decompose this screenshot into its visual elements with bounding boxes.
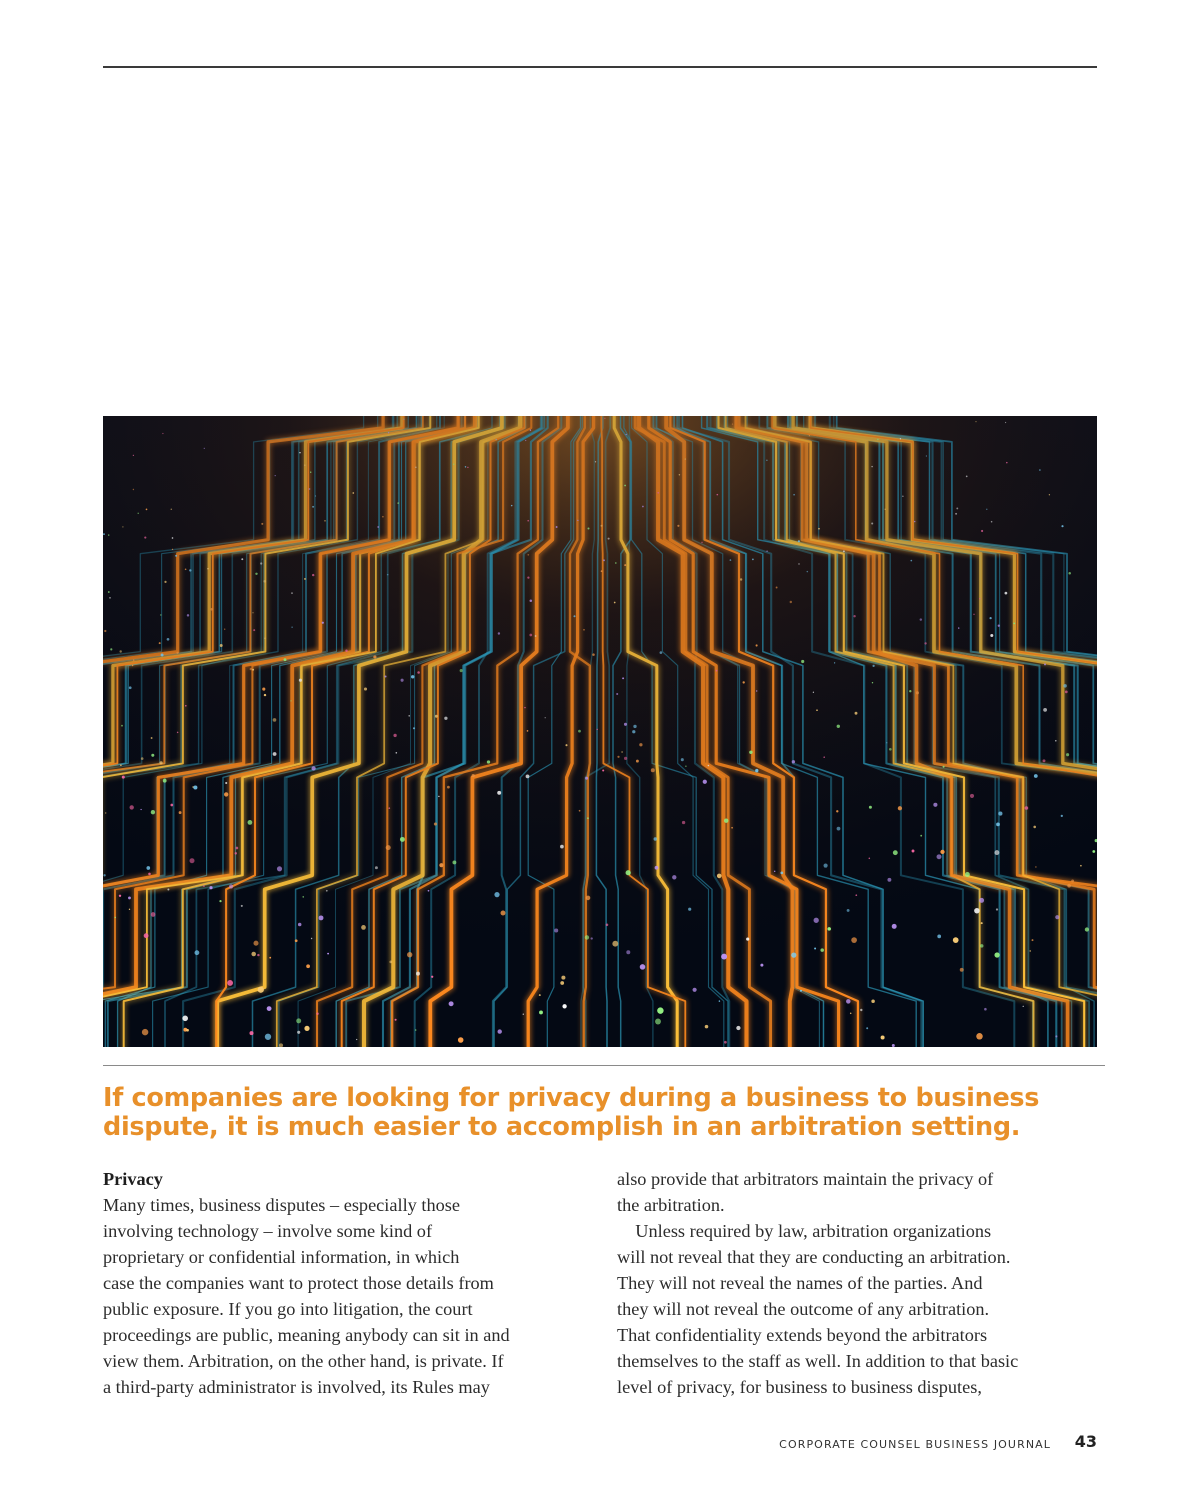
- body-line: They will not reveal the names of the parties. And: [617, 1273, 983, 1293]
- journal-name: CORPORATE COUNSEL BUSINESS JOURNAL: [779, 1438, 1051, 1451]
- body-line: proprietary or confidential information, in which: [103, 1247, 460, 1267]
- article-column-left: [103, 1166, 587, 1400]
- body-line: they will not reveal the outcome of any arbitration.: [617, 1299, 990, 1319]
- body-line: That confidentiality extends beyond the arbitrators: [617, 1325, 988, 1345]
- article-column-right: [617, 1166, 1101, 1400]
- body-line: level of privacy, for business to business disputes,: [617, 1377, 982, 1397]
- section-heading: Privacy: [103, 1169, 163, 1189]
- top-rule: [103, 66, 1097, 68]
- body-line: involving technology – involve some kind of: [103, 1221, 433, 1241]
- circuit-board-photo: [103, 416, 1097, 1047]
- body-line: public exposure. If you go into litigation, the court: [103, 1299, 473, 1319]
- body-line: view them. Arbitration, on the other hand, is private. If: [103, 1351, 504, 1371]
- body-line: also provide that arbitrators maintain the privacy of: [617, 1169, 994, 1189]
- pull-quote: If companies are looking for privacy during a business to business dispute, it is much easier to accomplish in an arbitration setting.: [103, 1083, 1040, 1142]
- body-line: Unless required by law, arbitration organizations: [617, 1221, 992, 1241]
- page-number: 43: [1074, 1432, 1097, 1451]
- body-line: case the companies want to protect those details from: [103, 1273, 494, 1293]
- body-line: Many times, business disputes – especially those: [103, 1195, 460, 1215]
- body-line: will not reveal that they are conducting an arbitration.: [617, 1247, 1011, 1267]
- body-line: a third-party administrator is involved, its Rules may: [103, 1377, 490, 1397]
- body-line: themselves to the staff as well. In addition to that basic: [617, 1351, 1019, 1371]
- body-line: the arbitration.: [617, 1195, 725, 1215]
- body-line: proceedings are public, meaning anybody can sit in and: [103, 1325, 510, 1345]
- section-rule: [103, 1065, 1105, 1066]
